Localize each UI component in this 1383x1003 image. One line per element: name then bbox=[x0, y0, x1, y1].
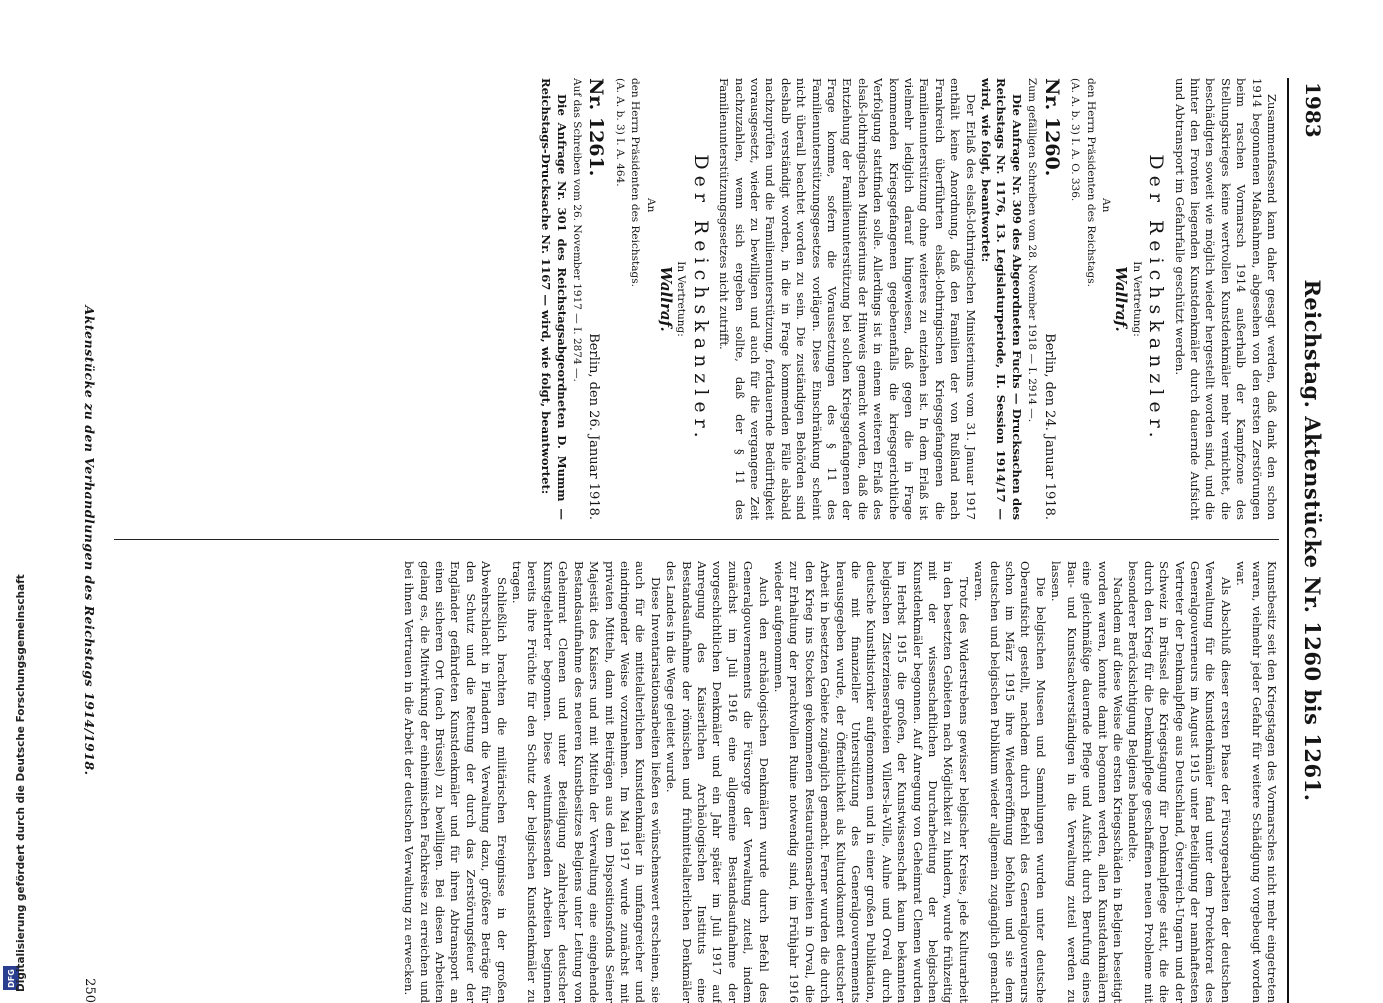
page-number-bottom: 250 bbox=[82, 978, 97, 1003]
dfg-logo: DFG bbox=[3, 966, 19, 990]
signature-name: Wallraf. bbox=[656, 266, 675, 332]
page-footer: Aktenstücke zu den Verhandlungen des Reichstags 1914/1918. bbox=[82, 305, 97, 776]
page-header bbox=[1293, 78, 1325, 1003]
left-column bbox=[114, 78, 1279, 520]
signature-vertretung: In Vertretung: bbox=[1130, 261, 1143, 337]
signature-name: Wallraf. bbox=[1112, 266, 1131, 332]
inquiry-heading: Die Anfrage Nr. 309 des Abgeordneten Fuchs — Drucksachen des Reichstags Nr. 1176, 13. Legislaturperiode, II. Session 1914/17 — wird, wie folgt, beantwortet: bbox=[979, 78, 1024, 520]
signature-title: Der Reichskanzler. bbox=[689, 154, 712, 444]
signature-vertretung: In Vertretung: bbox=[675, 261, 688, 337]
paragraph: Diese Inventarisationsarbeiten ließen es wünschenswert erscheinen, sie auch für die mittelalterlichen Kunstdenkmäler in umfangreicher und eindringender Weise vorzunehmen. Im Mai 1917 wurde zunächst mit privaten Mitteln, dann mit Beiträgen aus dem Dispositionsfonds Seiner Majestät des Kaisers und mit Mitteln der Verwaltung eine eingehende Bestandsaufnahme des neueren Kunstbesitzes Belgiens unter Leitung von Geheimrat Clemen und unter Beteiligung zahlreicher deutscher Kunstgelehrter begonnen. Diese weitumfassenden Arbeiten beginnen bereits ihre Früchte für den Schutz der belgischen Kunstdenkmäler zu tragen. bbox=[510, 561, 663, 1003]
addressee-an: An bbox=[1099, 198, 1112, 213]
paragraph: Trotz des Widerstrebens gewisser belgischer Kreise, jede Kulturarbeit in den besetzten Gebieten nach Möglichkeit zu hindern, wurde frühzeitig mit der wissenschaftlichen Durcharbeitung der belgischen Kunstdenkmäler begonnen. Auf Anregung von Geheimrat Clemen wurden im Herbst 1915 die großen, der Kunstwissenschaft kaum bekannten belgischen Zisterzienserabteien Villers-la-Ville, Aulne und Orval durch deutsche Kunsthistoriker aufgenommen und in einer großen Publikation, die mit finanzieller Unterstützung des Generalgouvernements herausgegeben wurde, der Öffentlichkeit als Kulturdokument deutscher Arbeit in besetzten Gebiete zugänglich gemacht. Ferner wurden die durch den Krieg ins Stocken gekommenen Restaurationsarbeiten in Orval, die zur Erhaltung der prachtvollen Ruine notwendig sind, im Frühjahr 1916 wieder aufgenommen. bbox=[772, 561, 971, 1003]
document-page bbox=[50, 78, 1325, 1003]
paragraph: Schließlich brachten die militärischen Ereignisse in der großen Abwehrschlacht in Flandern die Verwaltung dazu, größere Beträge für den Schutz und die Rettung der durch das Zerstörungsfeuer der Engländer gefährdeten Kunstdenkmäler und für ihren Abtransport an einen sicheren Ort (nach Brüssel) zu bewilligen. Bei diesen Arbeiten gelang es, die Mitwirkung der einheimischen Fachkreise zu erreichen und bei ihnen Vertrauen in die Arbeit der deutschen Verwaltung zu erwecken. bbox=[402, 561, 509, 1003]
right-column bbox=[114, 561, 1279, 1003]
document-date: Berlin, den 26. Januar 1918. bbox=[586, 333, 602, 520]
document-number: Nr. 1260. bbox=[1040, 78, 1063, 177]
document-heading-1261 bbox=[585, 78, 608, 520]
document-date: Berlin, den 24. Januar 1918. bbox=[1041, 333, 1057, 520]
addressee-an: An bbox=[644, 198, 657, 213]
reference-letter: Auf das Schreiben vom 26. November 1917 — I. 2874 —. bbox=[570, 78, 583, 382]
digitization-credit: Digitalisierung gefördert durch die Deutsche Forschungsgemeinschaft bbox=[15, 574, 27, 992]
paragraph: Kunstbesitz seit den Kriegstagen des Vormarsches nicht mehr eingetreten waren, vielmehr jeder Gefahr für weitere Schädigung vorgebeugt worden war. bbox=[1234, 561, 1279, 1003]
signature-title: Der Reichskanzler. bbox=[1145, 154, 1168, 444]
addressee: den Herrn Präsidenten des Reichstags. bbox=[1084, 78, 1097, 287]
addressee: den Herrn Präsidenten des Reichstags. bbox=[629, 78, 642, 287]
paragraph: Zusammenfassend kann daher gesagt werden, daß dank den schon 1914 begonnenen Maßnahmen, abgesehen von den ersten Zerstörungen beim raschen Vormarsch 1914 außerhalb der Kampfzone des Stellungskrieges keine wertvollen Kunstdenkmäler mehr vernichtet, die beschädigten soweit wie möglich wieder hergestellt worden sind, und die hinter den Fronten liegenden Kunstdenkmäler durch dauernde Aufsicht und Abtransport im Gefahrfalle geschützt werden. bbox=[1172, 78, 1279, 520]
inquiry-heading: Die Anfrage Nr. 301 des Reichstagsabgeordneten D. Mumm — Reichstags-Drucksache Nr. 1167 — wird, wie folgt, beantwortet: bbox=[539, 78, 569, 520]
document-heading-1260 bbox=[1040, 78, 1063, 520]
paragraph: Nachdem auf diese Weise die ersten Kriegsschäden in Belgien beseitigt worden waren, konnte damit begonnen werden, allen Kunstdenkmälern eine gleichmäßige dauernde Pflege und Aufsicht durch Berufung eines Bau- und Kunstsachverständigen in die Verwaltung zuteil werden zu lassen. bbox=[1049, 561, 1125, 1003]
paragraph: Auch den archäologischen Denkmälern wurde durch Befehl des Generalgouvernements die Fürsorge der Verwaltung zuteil, indem zunächst im Juli 1916 eine allgemeine Bestandsaufnahme der vorgeschichtlichen Denkmäler und ein Jahr später im Juli 1917 auf Anregung des Kaiserlichen Archäologischen Instituts eine Bestandsaufnahme der römischen und frühmittelalterlichen Denkmäler des Landes in die Wege geleitet wurde. bbox=[664, 561, 771, 1003]
paragraph: Als Abschluß dieser ersten Phase der Fürsorgearbeiten der deutschen Verwaltung für die Kunstdenkmäler fand unter dem Protektorat des Generalgouverneurs im August 1915 unter Beteiligung der namhaftesten Vertreter der Denkmalpflege aus Deutschland, Österreich-Ungarn und der Schweiz in Brüssel die Kriegstagung für Denkmalpflege statt, die die durch den Krieg für die Denkmalpflege geschaffenen neuen Probleme mit besonderer Berücksichtigung Belgiens behandelte. bbox=[1126, 561, 1233, 1003]
header-rule bbox=[1287, 78, 1289, 1003]
paragraph: Der Erlaß des elsaß-lothringischen Ministeriums vom 31. Januar 1917 enthält keine Anordnung, daß den Familien der von Rußland nach Frankreich überführten elsaß-lothringischen Kriegsgefangenen die Familienunterstützung ohne weiteres zu entziehen ist. In dem Erlaß ist vielmehr lediglich darauf hingewiesen, daß gegen die in Frage kommenden Kriegsgefangenen gegebenenfalls die kriegsgerichtliche Verfolgung stattfinden solle. Allerdings ist in einem weiteren Erlaß des elsaß-lothringischen Ministeriums der Hinweis gemacht worden, daß die Entziehung der Familienunterstützung bei solchen Kriegsgefangenen der Frage komme, sofern die Voraussetzungen des § 11 des Familienunterstützungsgesetzes vorlägen. Diese Einschränkung scheint nicht überall beachtet worden zu sein. Die zuständigen Behörden sind deshalb verständigt worden, in die in Frage kommenden Fälle alsbald nachzuprüfen und die Familienunterstützung, fortdauernde Bedürftigkeit vorausgesetzt, wieder zu bewilligen und auch für die vergangene Zeit nachzuzahlen, wenn sich ergeben sollte, daß der § 11 des Familienunterstützungsgesetzes nicht zutrifft. bbox=[717, 78, 978, 520]
reference-letter: Zum gefälligen Schreiben vom 28. November 1918 — I. 2914 —. bbox=[1026, 78, 1039, 423]
file-reference: (A. A. b. 3) I. A. O. 336. bbox=[1069, 78, 1082, 202]
column-divider bbox=[114, 539, 1279, 540]
digitization-sidebar bbox=[0, 0, 27, 1000]
document-number: Nr. 1261. bbox=[585, 78, 608, 177]
page-title: Reichstag. Aktenstücke Nr. 1260 bis 1261. bbox=[1300, 279, 1325, 802]
page-number-top: 1983 bbox=[1301, 82, 1325, 138]
file-reference: (A. A. b. 3) I. A. 464. bbox=[613, 78, 626, 187]
paragraph: Die belgischen Museen und Sammlungen wurden unter deutsche Oberaufsicht gestellt, nachdem durch Befehl des Generalgouverneurs schon im März 1915 ihre Wiedereröffnung befohlen und sie dem deutschen und belgischen Publikum wieder allgemein zugänglich gemacht waren. bbox=[972, 561, 1048, 1003]
